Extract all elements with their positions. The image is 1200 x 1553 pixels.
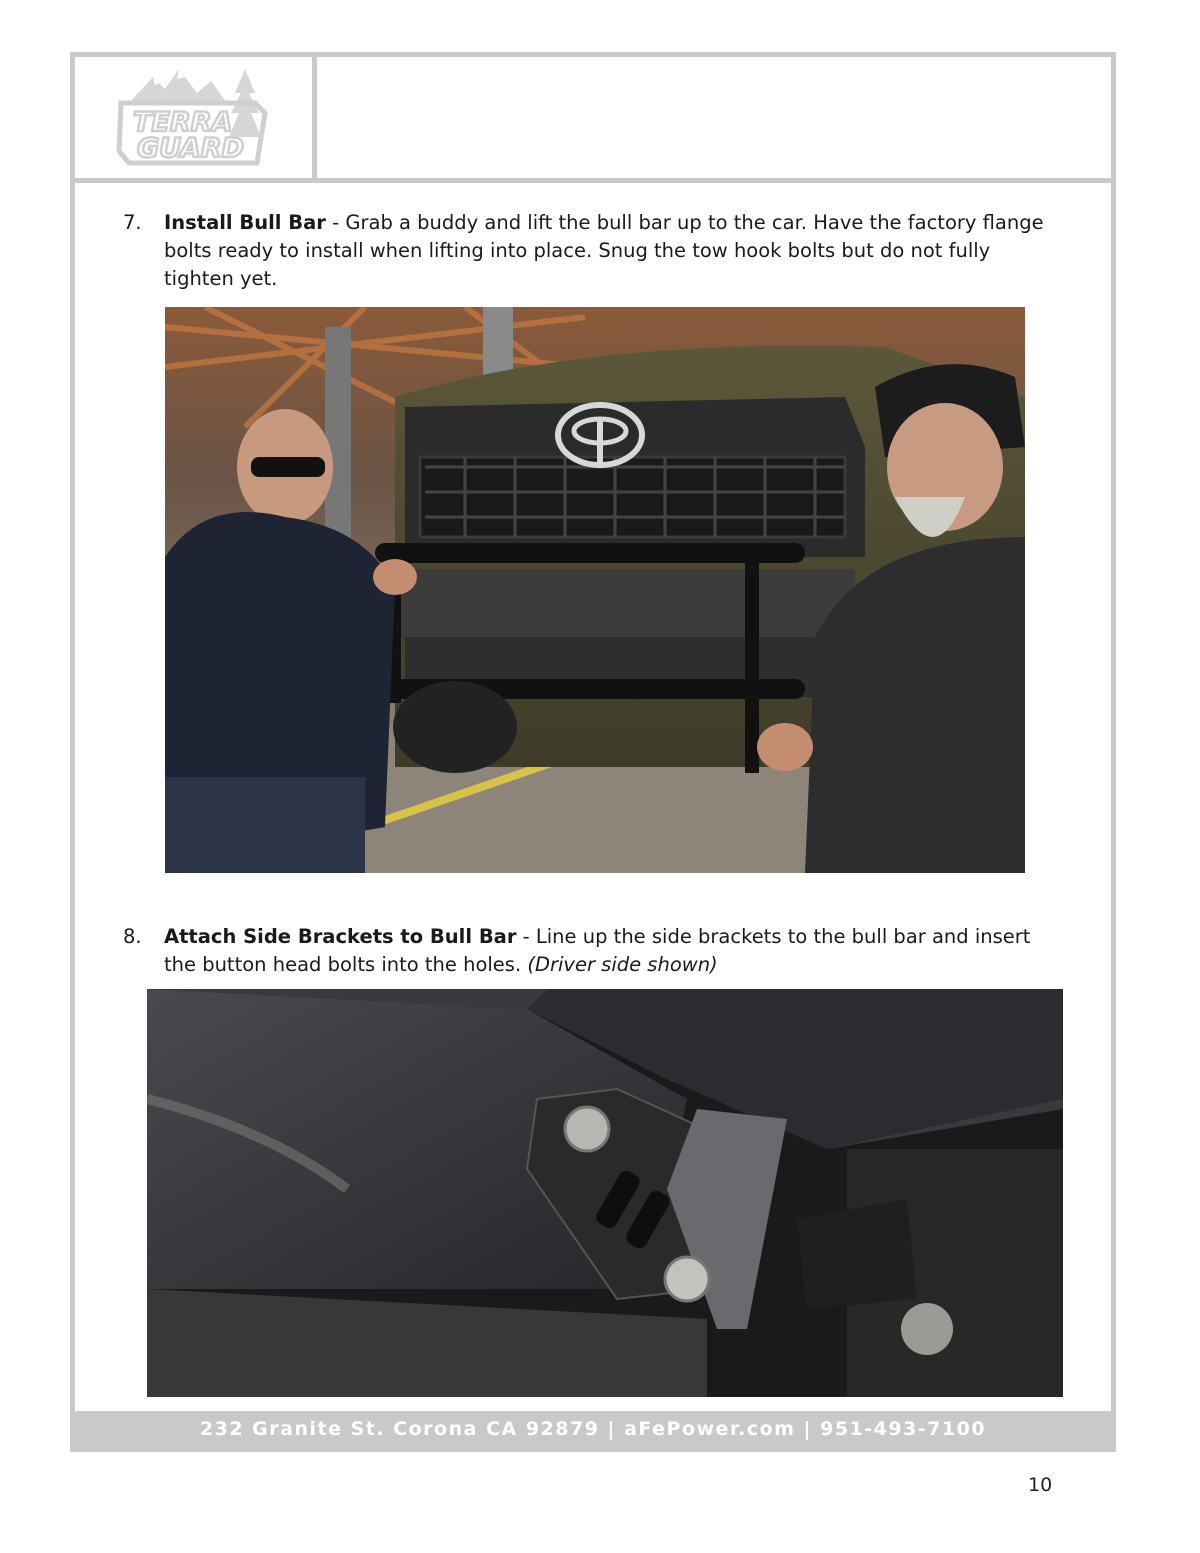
step-text: [164, 209, 1053, 293]
step-note: (Driver side shown): [527, 953, 718, 976]
page-frame: [70, 52, 1116, 1452]
step-number: 8.: [123, 925, 142, 948]
logo-cell: [75, 57, 317, 178]
footer-bar: [75, 1411, 1111, 1447]
step-description: - Line up the side brackets to the bull bar and insert the button head bolts into the holes.: [164, 925, 1031, 976]
svg-text:TERRA: TERRA: [133, 107, 233, 138]
step-number: 7.: [123, 211, 142, 234]
step-text: [164, 923, 1053, 979]
terra-guard-logo: [115, 63, 275, 175]
photo-bull-bar-install: [165, 307, 1025, 873]
photo-side-bracket: [147, 989, 1063, 1397]
step-title: Install Bull Bar: [164, 211, 326, 234]
page-number: 10: [1028, 1474, 1053, 1496]
step-install-bull-bar: [123, 209, 1053, 293]
step-title: Attach Side Brackets to Bull Bar: [164, 925, 517, 948]
header-row: [75, 57, 1111, 183]
step-attach-side-brackets: [123, 923, 1053, 979]
step-description: - Grab a buddy and lift the bull bar up to the car. Have the factory flange bolts ready to install when lifting into place. Snug the tow hook bolts but do not fully tighten yet.: [164, 211, 1044, 290]
svg-text:GUARD: GUARD: [137, 133, 244, 164]
footer-contact: 232 Granite St. Corona CA 92879 | aFePower.com | 951-493-7100: [199, 1418, 987, 1440]
